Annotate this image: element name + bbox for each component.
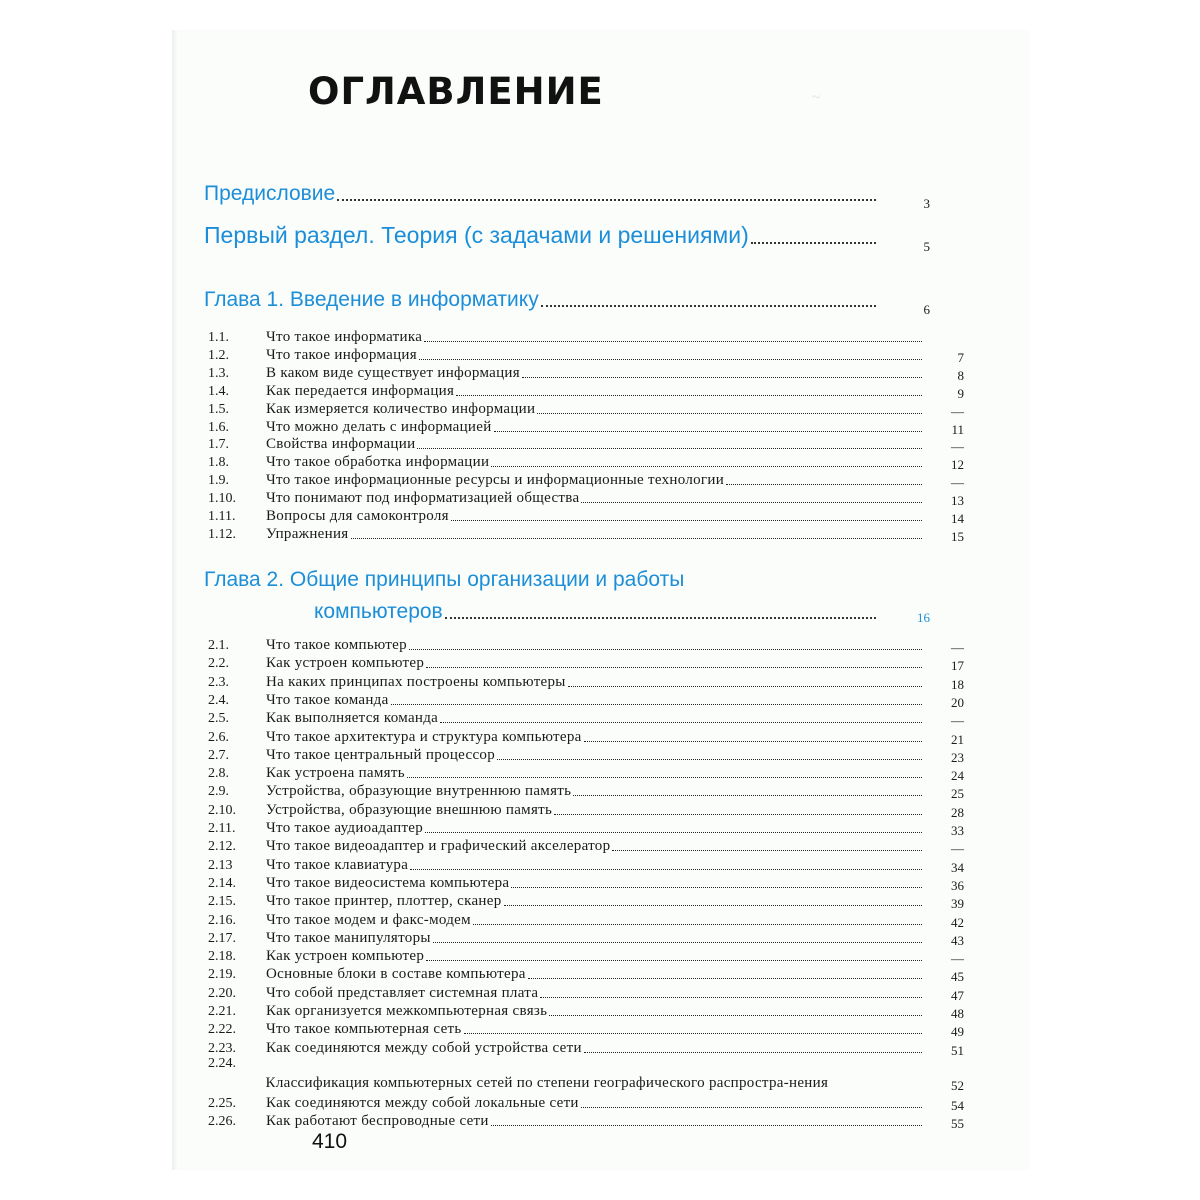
section-title: Классификация компьютерных сетей по степени географического распростра-нения <box>265 1074 829 1091</box>
section-number: 2.7. <box>208 747 229 763</box>
section-page: — <box>951 713 964 729</box>
toc-entry-chapter1[interactable] <box>204 288 930 317</box>
bleed-through-text: ~ <box>812 90 821 106</box>
leader-dots <box>540 997 922 998</box>
toc-section-entry[interactable] <box>208 399 964 418</box>
leader-dots <box>504 905 922 906</box>
toc-section-entry[interactable] <box>208 672 964 691</box>
section-title: Как устроена память <box>266 765 405 782</box>
section-number: 2.15. <box>208 894 236 910</box>
toc-entry-label: Предисловие <box>204 182 336 205</box>
section-number: 2.22. <box>208 1022 236 1038</box>
toc-section-entry[interactable] <box>208 910 964 929</box>
section-number: 1.5. <box>208 401 229 417</box>
book-page <box>172 30 1030 1170</box>
toc-entry-page: 16 <box>917 610 930 625</box>
toc-section-entry[interactable] <box>208 891 964 910</box>
toc-section-entry[interactable] <box>208 327 964 346</box>
section-number: 2.1. <box>208 638 229 653</box>
toc-section-entry[interactable] <box>208 818 964 837</box>
section-page: 42 <box>951 914 964 930</box>
section-title: Что собой представляет системная плата <box>266 984 539 1001</box>
toc-section-entry[interactable] <box>208 708 964 727</box>
section-page: 23 <box>951 749 964 765</box>
section-number: 2.24. <box>208 1055 236 1071</box>
toc-section-entry[interactable] <box>208 1111 964 1130</box>
section-page: 45 <box>951 969 964 985</box>
section-number: 1.3. <box>208 365 229 381</box>
section-page: 39 <box>951 896 964 912</box>
section-title: Что такое клавиатура <box>266 856 409 873</box>
section-number: 2.12. <box>208 839 236 855</box>
toc-entry-label-continued: компьютеров <box>314 600 443 623</box>
section-title: Основные блоки в составе компьютера <box>266 966 526 983</box>
leader-dots <box>581 502 922 503</box>
section-page: 11 <box>951 421 964 437</box>
section-number: 1.1. <box>208 330 229 345</box>
leader-dots <box>541 305 876 307</box>
section-title: Как организуется межкомпьютерная связь <box>266 1003 548 1019</box>
section-number: 2.5. <box>208 711 229 727</box>
section-number: 1.10. <box>208 491 236 507</box>
section-number: 2.17. <box>208 930 236 946</box>
section-page: 13 <box>951 493 964 509</box>
toc-entry-label: Первый раздел. Теория (с задачами и решениями) <box>204 222 749 248</box>
section-page: — <box>951 439 964 455</box>
leader-dots <box>568 686 922 687</box>
leader-dots <box>351 538 923 539</box>
toc-entry-page: 5 <box>923 239 930 254</box>
leader-dots <box>584 741 922 742</box>
section-title: Упражнения <box>266 525 349 542</box>
section-page: 7 <box>957 349 964 365</box>
section-number: 1.11. <box>208 509 236 524</box>
section-title: Что такое информационные ресурсы и информационные технологии <box>266 472 725 489</box>
toc-section-entry[interactable] <box>208 434 964 453</box>
leader-dots <box>451 520 922 521</box>
leader-dots <box>424 341 922 342</box>
section-page: 52 <box>951 1077 964 1093</box>
section-page: 51 <box>951 1042 964 1058</box>
section-page: 17 <box>951 658 964 674</box>
toc-entry-label: Глава 2. Общие принципы организации и работы <box>204 568 685 591</box>
toc-section-entry[interactable] <box>208 381 964 400</box>
toc-section-entry[interactable] <box>208 836 964 855</box>
leader-dots <box>494 431 922 432</box>
leader-dots <box>464 1033 922 1034</box>
section-number: 2.18. <box>208 949 236 965</box>
section-page: — <box>951 403 964 419</box>
section-number: 2.26. <box>208 1113 236 1129</box>
section-page: 8 <box>957 367 964 383</box>
leader-dots <box>511 887 922 888</box>
section-title: Как соединяются между собой устройства сети <box>266 1039 582 1056</box>
leader-dots <box>528 978 922 979</box>
leader-dots <box>456 395 922 396</box>
section-number: 1.12. <box>208 526 236 542</box>
page-number: 410 <box>312 1130 348 1153</box>
section-page: 43 <box>951 932 964 948</box>
section-title: Вопросы для самоконтроля <box>266 508 449 524</box>
leader-dots <box>445 617 876 619</box>
section-page: 49 <box>951 1024 964 1040</box>
section-number: 2.13 <box>208 857 233 873</box>
toc-entry-preface[interactable] <box>204 182 930 211</box>
leader-dots <box>549 1015 922 1016</box>
toc-section-entry[interactable] <box>208 524 964 543</box>
toc-entry-page: 3 <box>923 196 930 211</box>
section-title: Что такое компьютерная сеть <box>266 1021 462 1038</box>
section-title: Устройства, образующие внешнюю память <box>266 801 553 818</box>
toc-section-entry[interactable] <box>208 1038 964 1057</box>
section-number: 1.2. <box>208 347 229 363</box>
toc-section-entry[interactable] <box>208 488 964 507</box>
section-title: Как устроен компьютер <box>266 655 425 672</box>
toc-section-entry[interactable] <box>208 763 964 782</box>
section-page: 25 <box>951 786 964 802</box>
section-title: Что такое принтер, плоттер, сканер <box>266 893 502 910</box>
section-page: 28 <box>951 804 964 820</box>
section-title: Что такое архитектура и структура компьютера <box>266 728 582 745</box>
toc-section-entry[interactable] <box>208 727 964 746</box>
toc-entry-part1[interactable] <box>204 222 930 254</box>
leader-dots <box>425 832 922 833</box>
section-title: Что такое видеосистема компьютера <box>266 874 510 891</box>
toc-section-entry[interactable] <box>208 745 964 764</box>
leader-dots <box>491 1125 922 1126</box>
section-title: Что такое аудиоадаптер <box>266 820 424 836</box>
leader-dots <box>726 484 922 485</box>
leader-dots <box>473 924 922 925</box>
section-page: 9 <box>957 385 964 401</box>
section-number: 2.2. <box>208 656 229 672</box>
section-title: В каком виде существует информация <box>266 364 520 381</box>
leader-dots <box>409 649 922 650</box>
section-number: 2.25. <box>208 1095 236 1111</box>
toc-entry-label: Глава 1. Введение в информатику <box>204 288 539 311</box>
toc-section-entry[interactable] <box>208 946 964 965</box>
section-title: Что можно делать с информацией <box>266 418 492 435</box>
leader-dots <box>522 377 922 378</box>
section-title: Что такое компьютер <box>266 637 407 653</box>
section-title: Что такое команда <box>266 691 389 708</box>
section-title: На каких принципах построены компьютеры <box>266 673 566 690</box>
section-page: 20 <box>951 694 964 710</box>
section-page: 34 <box>951 859 964 875</box>
leader-dots <box>581 1107 922 1108</box>
toc-section-entry[interactable] <box>208 690 964 709</box>
section-page: 33 <box>951 823 964 838</box>
section-number: 2.8. <box>208 766 229 782</box>
leader-dots <box>537 413 922 414</box>
toc-section-entry[interactable] <box>208 1056 964 1092</box>
section-title: Что понимают под информатизацией общества <box>266 490 580 507</box>
section-number: 1.7. <box>208 437 229 453</box>
leader-dots <box>410 869 922 870</box>
section-title: Устройства, образующие внутреннюю память <box>266 783 572 800</box>
section-title: Что такое манипуляторы <box>266 929 431 946</box>
leader-dots <box>497 759 922 760</box>
section-title: Свойства информации <box>266 436 416 453</box>
section-page: 55 <box>951 1115 964 1131</box>
section-number: 1.4. <box>208 383 229 399</box>
leader-dots <box>554 814 922 815</box>
toc-section-entry[interactable] <box>208 855 964 874</box>
page-title: ОГЛАВЛЕНИЕ <box>308 70 604 113</box>
leader-dots <box>573 795 922 796</box>
section-title: Как работают беспроводные сети <box>266 1112 489 1129</box>
leader-dots <box>337 199 876 201</box>
section-number: 2.3. <box>208 674 229 690</box>
section-title: Как выполняется команда <box>266 710 439 727</box>
leader-dots <box>407 777 922 778</box>
section-number: 1.9. <box>208 473 229 489</box>
toc-section-entry[interactable] <box>208 635 964 654</box>
toc-section-entry[interactable] <box>208 928 964 947</box>
section-number: 2.9. <box>208 784 229 800</box>
section-number: 2.14. <box>208 875 236 891</box>
section-number: 2.16. <box>208 912 236 928</box>
section-page: 12 <box>951 457 964 473</box>
section-page: 48 <box>951 1006 964 1021</box>
section-number: 2.21. <box>208 1004 236 1019</box>
section-page: 54 <box>951 1097 964 1113</box>
toc-section-entry[interactable] <box>208 1093 964 1112</box>
leader-dots <box>491 466 922 467</box>
toc-section-entry[interactable] <box>208 964 964 983</box>
leader-dots <box>426 667 922 668</box>
toc-section-entry[interactable] <box>208 800 964 819</box>
section-number: 1.6. <box>208 419 229 435</box>
toc-section-entry[interactable] <box>208 452 964 471</box>
toc-section-entry[interactable] <box>208 1019 964 1038</box>
leader-dots <box>426 960 922 961</box>
toc-section-entry[interactable] <box>208 470 964 489</box>
section-page: — <box>951 640 964 655</box>
section-title: Как измеряется количество информации <box>266 400 536 417</box>
section-page: 36 <box>951 877 964 893</box>
toc-entry-page: 6 <box>923 302 930 317</box>
section-title: Как устроен компьютер <box>266 948 425 965</box>
section-number: 2.6. <box>208 729 229 745</box>
leader-dots <box>751 242 876 244</box>
section-number: 2.23. <box>208 1040 236 1056</box>
section-page: 24 <box>951 768 964 784</box>
leader-dots <box>612 850 922 851</box>
toc-section-entry[interactable] <box>208 781 964 800</box>
section-title: Что такое информатика <box>266 329 423 345</box>
section-number: 1.8. <box>208 455 229 471</box>
section-page: — <box>951 951 964 967</box>
section-title: Как соединяются между собой локальные сети <box>266 1094 579 1111</box>
toc-section-entry[interactable] <box>208 506 964 525</box>
section-page: 47 <box>951 987 964 1003</box>
section-number: 2.10. <box>208 802 236 818</box>
toc-section-entry[interactable] <box>208 653 964 672</box>
toc-section-entry[interactable] <box>208 345 964 364</box>
leader-dots <box>584 1052 922 1053</box>
leader-dots <box>419 359 922 360</box>
leader-dots <box>440 722 922 723</box>
toc-section-entry[interactable] <box>208 363 964 382</box>
section-page: 21 <box>951 731 964 747</box>
toc-section-entry[interactable] <box>208 1001 964 1020</box>
section-number: 2.11. <box>208 821 236 836</box>
toc-section-entry[interactable] <box>208 983 964 1002</box>
section-page: 18 <box>951 676 964 692</box>
leader-dots <box>391 704 922 705</box>
section-page: — <box>951 475 964 491</box>
toc-section-entry[interactable] <box>208 873 964 892</box>
section-title: Что такое обработка информации <box>266 454 490 471</box>
section-number: 2.20. <box>208 985 236 1001</box>
section-number: 2.19. <box>208 967 236 983</box>
section-title: Что такое видеоадаптер и графический акселератор <box>266 838 611 855</box>
leader-dots <box>417 448 922 449</box>
section-title: Что такое центральный процессор <box>266 746 496 763</box>
leader-dots <box>433 942 922 943</box>
section-number: 2.4. <box>208 692 229 708</box>
section-title: Как передается информация <box>266 382 455 399</box>
section-page: 14 <box>951 511 964 526</box>
section-page: — <box>951 841 964 857</box>
section-page: 15 <box>951 528 964 544</box>
toc-section-entry[interactable] <box>208 417 964 436</box>
section-title: Что такое информация <box>266 346 417 363</box>
section-title: Что такое модем и факс-модем <box>266 911 471 928</box>
